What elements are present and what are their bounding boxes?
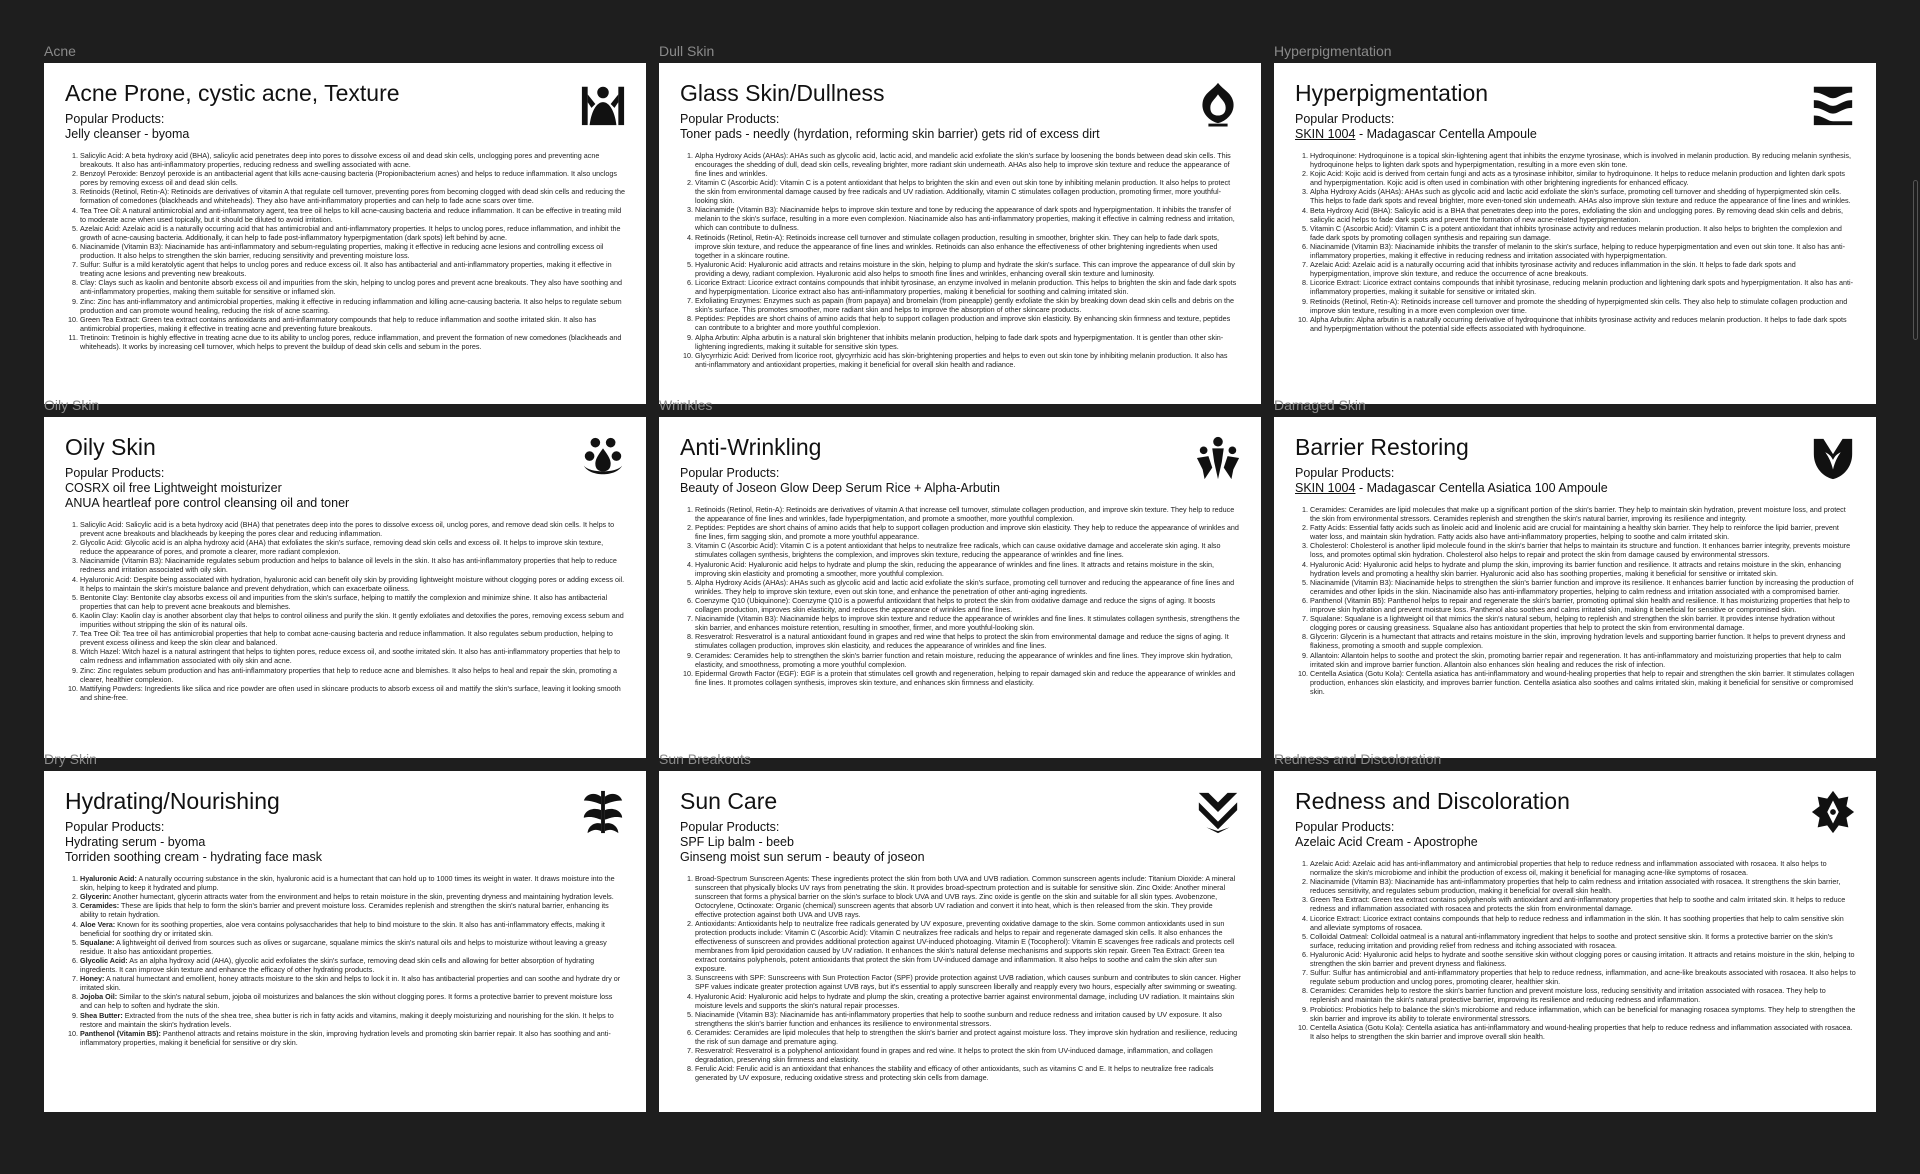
ingredient-item: 9. Shea Butter: Extracted from the nuts of the shea tree, shea butter is rich in fatty acids and vitamins, making it deeply moisturizing and nourishing for the skin. It helps to restore and maintain the skin's hydration levels. [80,1011,626,1029]
people-icon [1195,435,1241,481]
popular-products-label: Popular Products: [65,820,165,834]
ingredient-item: 8. Witch Hazel: Witch hazel is a natural astringent that helps to tighten pores, reduce excess oil, and soothe irritated skin. It also has anti-inflammatory properties that help to calm redness and inflammation associated with oily skin and acne. [80,647,626,665]
ingredient-item: 5. Niacinamide (Vitamin B3): Niacinamide has anti-inflammatory properties that help to soothe sunburn and reduce redness and irritation caused by UV exposure. It also strengthens the skin's barrier function and enhances its resilience to environmental stressors. [695,1010,1241,1028]
card-title: Redness and Discoloration [1295,788,1570,814]
frame-label-redness-and-discoloration[interactable]: Redness and Discoloration [1274,751,1442,767]
ingredient-item: 4. Tea Tree Oil: A natural antimicrobial and anti-inflammatory agent, tea tree oil helps to kill acne-causing bacteria and reduce inflammation. It can be effective in treating mild to moderate acne when used topically, but it should be diluted to avoid irritation. [80,206,626,224]
ingredient-item: 2. Benzoyl Peroxide: Benzoyl peroxide is an antibacterial agent that kills acne-causing bacteria (Propionibacterium acnes) and helps to reduce inflammation. It also unclogs pores by removing excess oil and dead skin cells. [80,169,626,187]
ingredient-list [65,874,626,1047]
product-name: Jelly cleanser - byoma [65,127,190,141]
ingredient-label: Honey: [80,974,105,984]
scrollbar-thumb[interactable] [1913,180,1918,340]
ingredient-item: 2. Fatty Acids: Essential fatty acids such as linoleic acid and linolenic acid are crucial for maintaining a healthy skin barrier. They help to reinforce the lipid barrier, prevent water loss, and maintain skin hydration. Fatty acids also have anti-inflammatory properties, helping to soothe and calm irritated skin. [1310,523,1856,541]
ingredient-item: 5. Vitamin C (Ascorbic Acid): Vitamin C is a potent antioxidant that inhibits tyrosinase activity and reduces melanin production. It also helps to brighten the complexion and fade dark spots by promoting collagen synthesis and repairing sun damage. [1310,224,1856,242]
ingredient-item: 1. Alpha Hydroxy Acids (AHAs): AHAs such as glycolic acid, lactic acid, and mandelic acid exfoliate the skin's surface by loosening the bonds between dead skin cells. This encourages the shedding of dull, dead skin cells, revealing brighter, more radiant skin underneath. AHAs also help to improve skin texture and reduce the appearance of fine lines and wrinkles. [695,151,1241,178]
ingredient-item: 1. Retinoids (Retinol, Retin-A): Retinoids are derivatives of vitamin A that increase cell turnover, stimulate collagen production, and improve skin texture. They help to reduce the appearance of fine lines and wrinkles, fade hyperpigmentation, and promote a smoother, more youthful complexion. [695,505,1241,523]
card-acne-prone-cystic-acne-texture[interactable] [44,63,646,404]
product-item [65,850,626,865]
ingredient-item: 8. Jojoba Oil: Similar to the skin's natural sebum, jojoba oil moisturizes and balances the skin without clogging pores. It forms a protective barrier to prevent moisture loss and can help to soften and hydrate the skin. [80,992,626,1010]
product-item [1295,481,1856,496]
ingredient-item: 1. Ceramides: Ceramides are lipid molecules that make up a significant portion of the skin's barrier. They help to maintain skin hydration, prevent moisture loss, and protect the skin from environmental stressors. Ceramides replenish and strengthen the skin's natural barrier, improving its resilience and integrity. [1310,505,1856,523]
ingredient-item: 4. Hyaluronic Acid: Hyaluronic acid helps to hydrate and plump the skin, creating a protective barrier against environmental damage, including UV radiation. It maintains skin moisture levels and supports the skin's natural repair processes. [695,992,1241,1010]
popular-products-label: Popular Products: [1295,466,1395,480]
ingredient-item: 2. Peptides: Peptides are short chains of amino acids that help to support collagen production and improve skin elasticity. They help to reduce the appearance of wrinkles and fine lines, firm sagging skin, and promote a more youthful appearance. [695,523,1241,541]
product-item [65,496,626,511]
product-name: SPF Lip balm - beeb [680,835,794,849]
product-name: Torriden soothing cream - hydrating face mask [65,850,323,864]
ingredient-item: 8. Ferulic Acid: Ferulic acid is an antioxidant that enhances the stability and efficacy of other antioxidants, such as vitamins C and E. It helps to neutralize free radicals generated by UV exposure, reducing oxidative stress and protecting skin cells from damage. [695,1064,1241,1082]
card-title: Hyperpigmentation [1295,80,1489,106]
ingredient-item: 8. Clay: Clays such as kaolin and bentonite absorb excess oil and impurities from the skin, helping to unclog pores and prevent acne breakouts. They also have soothing and anti-inflammatory properties, making them suitable for sensitive or inflamed skin. [80,278,626,296]
ingredient-item: 8. Glycerin: Glycerin is a humectant that attracts and retains moisture in the skin, improving hydration levels and supporting barrier function. It helps to prevent dryness and flakiness, promoting a smooth and supple complexion. [1310,632,1856,650]
ingredient-item: 9. Zinc: Zinc regulates sebum production and has anti-inflammatory properties that help to reduce acne and blemishes. It also helps to heal and repair the skin, promoting a clearer, healthier complexion. [80,666,626,684]
ingredient-item: 7. Azelaic Acid: Azelaic acid is a naturally occurring acid that inhibits tyrosinase activity and reduces inflammation in the skin. It helps to fade dark spots and hyperpigmentation, improve skin texture, and reduce the occurrence of acne breakouts. [1310,260,1856,278]
ingredient-item: 5. Azelaic Acid: Azelaic acid is a naturally occurring acid that has antimicrobial and anti-inflammatory properties. It helps to unclog pores, reduce inflammation, and inhibit the growth of acne-causing bacteria. Additionally, it can help to fade post-inflammatory hyperpigmentation (dark spots) left behind by acne. [80,224,626,242]
ingredient-item: 9. Probiotics: Probiotics help to balance the skin's microbiome and reduce inflammation, which can be beneficial for managing rosacea symptoms. They help to strengthen the skin barrier and improve its ability to tolerate environmental stressors. [1310,1005,1856,1023]
ingredient-item: 3. Retinoids (Retinol, Retin-A): Retinoids are derivatives of vitamin A that regulate cell turnover, preventing pores from becoming clogged with dead skin cells and reducing the formation of comedones (blackheads and whiteheads). They also have anti-inflammatory properties and can help to fade acne scars over time. [80,187,626,205]
card-anti-wrinkling[interactable] [659,417,1261,758]
ingredient-item: 3. Sunscreens with SPF: Sunscreens with Sun Protection Factor (SPF) provide protection against UVB radiation, which causes sunburn and contributes to skin cancer. Higher SPF values indicate greater protection against UVB rays, but it's essential to apply sunscreen liberally and reapply every two hours, especially after swimming or sweating. [695,973,1241,991]
ingredient-item: 8. Ceramides: Ceramides help to restore the skin's barrier function and prevent moisture loss, reducing sensitivity and irritation associated with rosacea. They help to replenish and maintain the skin's natural protective barrier, improving its resilience and reducing redness and inflammation. [1310,986,1856,1004]
ingredient-item: 5. Hyaluronic Acid: Hyaluronic acid attracts and retains moisture in the skin, helping to plump and hydrate the skin's surface. This can improve the appearance of dull skin by providing a dewy, radiant complexion. Hyaluronic acid also helps to smooth fine lines and wrinkles, enhancing overall skin texture and luminosity. [695,260,1241,278]
popular-products-label: Popular Products: [680,112,780,126]
card-title: Hydrating/Nourishing [65,788,280,814]
ingredient-list [1295,505,1856,696]
popular-products-label: Popular Products: [680,466,780,480]
ingredient-item: 8. Peptides: Peptides are short chains of amino acids that help to support collagen production and improve skin elasticity. By enhancing skin firmness and texture, peptides can contribute to a brighter and more youthful complexion. [695,314,1241,332]
gem-icon [1810,789,1856,835]
drops-icon [580,435,626,481]
ingredient-item: 7. Sulfur: Sulfur is a mild keratolytic agent that helps to unclog pores and reduce excess oil. It also has antibacterial and anti-inflammatory properties, making it effective in treating acne lesions and preventing new breakouts. [80,260,626,278]
card-title: Oily Skin [65,434,156,460]
product-name: Toner pads - needly (hyrdation, reforming skin barrier) gets rid of excess dirt [680,127,1100,141]
card-title: Acne Prone, cystic acne, Texture [65,80,400,106]
product-item [680,481,1241,496]
card-title: Anti-Wrinkling [680,434,822,460]
vertical-scrollbar[interactable] [1910,0,1920,1174]
ingredient-item: 2. Glycolic Acid: Glycolic acid is an alpha hydroxy acid (AHA) that exfoliates the skin's surface, removing dead skin cells and excess oil. It helps to improve skin texture, reduce the appearance of pores, and promote a clearer, more radiant complexion. [80,538,626,556]
product-name: COSRX oil free Lightweight moisturizer [65,481,282,495]
product-item [65,481,626,496]
ingredient-label: Hyaluronic Acid: [80,874,137,883]
ingredient-item: 9. Zinc: Zinc has anti-inflammatory and antimicrobial properties, making it effective in reducing inflammation and killing acne-causing bacteria. It also helps to regulate sebum production and can promote wound healing, reducing the risk of acne scarring. [80,297,626,315]
product-item [680,850,1241,865]
popular-products-label: Popular Products: [65,112,165,126]
ingredient-item: 3. Ceramides: These are lipids that help to form the skin's barrier and prevent moisture loss. Ceramides replenish and strengthen the skin's natural barrier, enhancing its ability to retain hydration. [80,901,626,919]
ingredient-item: 5. Niacinamide (Vitamin B3): Niacinamide helps to strengthen the skin's barrier function and improve its resilience. It enhances barrier function by increasing the production of ceramides and other lipids in the skin. Niacinamide also has anti-inflammatory properties, helping to calm redness and irritation associated with a compromised barrier. [1310,578,1856,596]
ingredient-list [680,151,1241,369]
ingredient-item: 10. Green Tea Extract: Green tea extract contains antioxidants and anti-inflammatory compounds that help to reduce inflammation and soothe irritated skin. It also has antimicrobial properties, making it effective in treating acne and preventing future breakouts. [80,315,626,333]
ingredient-item: 6. Niacinamide (Vitamin B3): Niacinamide has anti-inflammatory and sebum-regulating properties, making it effective in reducing acne lesions and controlling excess oil production. It also helps to strengthen the skin barrier, reducing sensitivity and preventing moisture loss. [80,242,626,260]
product-item [65,127,626,142]
ingredient-item: 4. Hyaluronic Acid: Despite being associated with hydration, hyaluronic acid can benefit oily skin by providing lightweight moisture without clogging pores or adding excess oil. It helps to maintain the skin's moisture balance and prevent dehydration, which can exacerbate oiliness. [80,575,626,593]
ingredient-label: Glycolic Acid: [80,955,128,965]
ingredient-item: 7. Niacinamide (Vitamin B3): Niacinamide helps to improve skin texture and reduce the appearance of wrinkles and fine lines. It stimulates collagen synthesis, strengthens the skin barrier, and enhances moisture retention, resulting in smoother, firmer, and more youthful-looking skin. [695,614,1241,632]
ingredient-item: 9. Alpha Arbutin: Alpha arbutin is a natural skin brightener that inhibits melanin production, helping to fade dark spots and hyperpigmentation. It is gentler than other skin-lightening ingredients, making it suitable for sensitive skin types. [695,333,1241,351]
ingredient-item: 3. Niacinamide (Vitamin B3): Niacinamide regulates sebum production and helps to balance oil levels in the skin. It also has anti-inflammatory properties that help to reduce redness and irritation associated with oily skin. [80,556,626,574]
product-item [1295,835,1856,850]
ingredient-item: 2. Kojic Acid: Kojic acid is derived from certain fungi and acts as a tyrosinase inhibitor, similar to hydroquinone. It helps to reduce melanin production and lighten dark spots and hyperpigmentation. Kojic acid is often used in combination with other brightening ingredients for enhanced efficacy. [1310,169,1856,187]
ingredient-item: 6. Licorice Extract: Licorice extract contains compounds that inhibit tyrosinase, an enzyme involved in melanin production. This helps to brighten the skin and fade dark spots and hyperpigmentation. Licorice extract also has anti-inflammatory properties, making it beneficial for soothing and calming irritated skin. [695,278,1241,296]
ingredient-item: 7. Honey: A natural humectant and emollient, honey attracts moisture to the skin and helps to lock it in. It also has antibacterial properties and can soothe and hydrate dry or irritated skin. [80,974,626,992]
frame-label-sun-care[interactable]: Sun Breakouts [659,751,751,767]
chevrons-icon [1195,789,1241,835]
ingredient-item: 7. Tea Tree Oil: Tea tree oil has antimicrobial properties that help to combat acne-causing bacteria and reduce inflammation. It also regulates sebum production, helping to prevent excess oiliness and keep the skin clear and balanced. [80,629,626,647]
ingredient-item: 2. Vitamin C (Ascorbic Acid): Vitamin C is a potent antioxidant that helps to brighten the skin and even out skin tone by inhibiting melanin production. It also helps to protect the skin from environmental damage caused by free radicals and UV radiation. Additionally, vitamin C stimulates collagen production, promoting firmer, more youthful-looking skin. [695,178,1241,205]
ingredient-list [680,505,1241,687]
ingredient-item: 9. Ceramides: Ceramides help to strengthen the skin's barrier function and retain moisture, reducing the appearance of wrinkles and fine lines. They improve skin hydration, elasticity, and smoothness, promoting a more youthful complexion. [695,651,1241,669]
frame-label-anti-wrinkling[interactable]: Wrinkles [659,397,713,413]
popular-products-label: Popular Products: [1295,820,1395,834]
ingredient-item: 6. Glycolic Acid: As an alpha hydroxy acid (AHA), glycolic acid exfoliates the skin's surface, removing dead skin cells and allowing for better absorption of hydrating ingredients. It can improve skin texture and enhance the efficacy of other hydrating products. [80,956,626,974]
ingredient-item: 3. Green Tea Extract: Green tea extract contains polyphenols with antioxidant and anti-inflammatory properties that help to soothe and calm irritated skin. It helps to reduce redness and inflammation associated with rosacea and protects the skin from environmental damage. [1310,895,1856,913]
product-name: Hydrating serum - byoma [65,835,206,849]
card-barrier-restoring[interactable] [1274,417,1876,758]
ingredient-item: 10. Centella Asiatica (Gotu Kola): Centella asiatica has anti-inflammatory and wound-healing properties that help to repair and strengthen the skin barrier. It stimulates collagen production, enhances skin elasticity, and improves barrier function. Centella asiatica also soothes and calms irritated skin, making it beneficial for sensitive or compromised skin. [1310,669,1856,696]
card-title: Glass Skin/Dullness [680,80,885,106]
product-item [680,835,1241,850]
product-name: - Madagascar Centella Ampoule [1355,127,1537,141]
ingredient-item: 6. Hyaluronic Acid: Hyaluronic acid helps to hydrate and soothe sensitive skin without clogging pores or causing irritation. It attracts and retains moisture in the skin, helping to strengthen the skin barrier and prevent dryness and flakiness. [1310,950,1856,968]
ingredient-item: 1. Salicylic Acid: Salicylic acid is a beta hydroxy acid (BHA) that penetrates deep into the pores to dissolve excess oil, unclog pores, and remove dead skin cells. It helps to prevent acne breakouts and blackheads by keeping the pores clear and reducing inflammation. [80,520,626,538]
ingredient-item: 10. Panthenol (Vitamin B5): Panthenol attracts and retains moisture in the skin, improving hydration levels and promoting skin barrier repair. It also has soothing and anti-inflammatory properties, making it beneficial for sensitive or dry skin. [80,1029,626,1047]
ingredient-item: 2. Niacinamide (Vitamin B3): Niacinamide has anti-inflammatory properties that help to calm redness and irritation associated with rosacea. It strengthens the skin barrier, reduces sensitivity, and regulates sebum production, making it beneficial for overall skin health. [1310,877,1856,895]
ingredient-item: 5. Colloidal Oatmeal: Colloidal oatmeal is a natural anti-inflammatory ingredient that helps to soothe and protect sensitive skin. It forms a protective barrier on the skin's surface, reducing irritation and providing relief from redness and itching associated with rosacea. [1310,932,1856,950]
ingredient-item: 1. Salicylic Acid: A beta hydroxy acid (BHA), salicylic acid penetrates deep into pores to dissolve excess oil and dead skin cells, unclogging pores and preventing acne breakouts. It also has anti-inflammatory properties, reducing redness and swelling associated with acne. [80,151,626,169]
popular-products-label: Popular Products: [680,820,780,834]
ingredient-item: 6. Coenzyme Q10 (Ubiquinone): Coenzyme Q10 is a powerful antioxidant that helps to protect the skin from oxidative damage and reduce the signs of aging. It boosts collagen production, improves skin elasticity, and reduces the appearance of wrinkles and fine lines. [695,596,1241,614]
frame-label-glass-skin-dullness[interactable]: Dull Skin [659,43,715,59]
ingredient-item: 7. Squalane: Squalane is a lightweight oil that mimics the skin's natural sebum, helping to replenish and strengthen the skin barrier. It provides intense hydration without clogging pores or causing greasiness. Squalane also has antioxidant properties that help to protect the skin from environmental damage. [1310,614,1856,632]
ingredient-label: Ceramides: [80,901,120,911]
ingredient-item: 9. Allantoin: Allantoin helps to soothe and protect the skin, promoting barrier repair and regeneration. It has anti-inflammatory and moisturizing properties that help to calm irritated skin and improve barrier function. Allantoin also enhances skin healing and reduces the risk of infection. [1310,651,1856,669]
product-item [680,127,1241,142]
ingredient-item: 1. Hyaluronic Acid: A naturally occurring substance in the skin, hyaluronic acid is a humectant that can hold up to 1000 times its weight in water. It draws moisture into the skin, helping to keep it hydrated and plump. [80,874,626,892]
popular-products-label: Popular Products: [1295,112,1395,126]
ingredient-item: 7. Exfoliating Enzymes: Enzymes such as papain (from papaya) and bromelain (from pineapple) gently exfoliate the skin by breaking down dead skin cells and debris on the skin's surface. This promotes smoother, more radiant skin and helps to improve the absorption of other skincare products. [695,296,1241,314]
product-name: Ginseng moist sun serum - beauty of joseon [680,850,925,864]
ingredient-item: 11. Tretinoin: Tretinoin is highly effective in treating acne due to its ability to unclog pores, reduce inflammation, and prevent the formation of new comedones (blackheads and whiteheads). It works by increasing cell turnover, which helps to prevent the buildup of dead skin cells and sebum in the pores. [80,333,626,351]
ingredient-item: 1. Hydroquinone: Hydroquinone is a topical skin-lightening agent that inhibits the enzyme tyrosinase, which is involved in melanin production. By reducing melanin synthesis, hydroquinone helps to lighten dark spots and hyperpigmentation, resulting in a more even skin tone. [1310,151,1856,169]
ingredient-item: 10. Glycyrrhizic Acid: Derived from licorice root, glycyrrhizic acid has skin-brightening properties and helps to even out skin tone by inhibiting melanin production. It also has anti-inflammatory and antioxidant properties, making it beneficial for overall skin health and radiance. [695,351,1241,369]
product-name: Azelaic Acid Cream - Apostrophe [1295,835,1478,849]
ingredient-item: 6. Niacinamide (Vitamin B3): Niacinamide inhibits the transfer of melanin to the skin's surface, helping to reduce hyperpigmentation and even out skin tone. It also has anti-inflammatory properties, making it effective in reducing redness and irritation associated with hyperpigmentation. [1310,242,1856,260]
figure-icon [580,81,626,127]
frame-label-hyperpigmentation[interactable]: Hyperpigmentation [1274,43,1392,59]
ingredient-item: 7. Resveratrol: Resveratrol is a polyphenol antioxidant found in grapes and red wine. It helps to protect the skin from UV-induced damage, inflammation, and collagen degradation, preserving skin firmness and elasticity. [695,1046,1241,1064]
ingredient-item: 1. Broad-Spectrum Sunscreen Agents: These ingredients protect the skin from both UVA and UVB radiation. Common sunscreen agents include: Titanium Dioxide: A mineral sunscreen that physically blocks UV rays from penetrating the skin. It provides broad-spectrum protection and is suitable for sensitive skin. Zinc Oxide: Another mineral sunscreen that forms a physical barrier on the skin's surface to block UVA and UVB rays. Zinc oxide is gentle on the skin and suitable for all skin types. Avobenzone, Octocrylene, Octinoxate: Organic (chemical) sunscreen agents that absorb UV radiation and convert it into heat, which is then released from the skin. They provide effective protection against both UVA and UVB rays. [695,874,1241,919]
card-title: Sun Care [680,788,778,814]
product-brand-link[interactable]: SKIN 1004 [1295,481,1356,495]
product-item [65,835,626,850]
ingredient-item: 3. Alpha Hydroxy Acids (AHAs): AHAs such as glycolic acid and lactic acid exfoliate the skin's surface, promoting cell turnover and shedding of hyperpigmented skin cells. This helps to fade dark spots and reveal brighter, more even-toned skin underneath. AHAs also improve skin texture and reduce the appearance of fine lines and wrinkles. [1310,187,1856,205]
ingredient-item: 1. Azelaic Acid: Azelaic acid has anti-inflammatory and antimicrobial properties that help to reduce redness and inflammation associated with rosacea. It also helps to normalize the skin's microbiome and inhibit the production of excess oil, making it beneficial for managing acne-like symptoms of rosacea. [1310,859,1856,877]
frame-label-barrier-restoring[interactable]: Damaged Skin [1274,397,1366,413]
ingredient-item: 6. Ceramides: Ceramides are lipid molecules that help to strengthen the skin's barrier and protect against moisture loss. They improve skin hydration and resilience, reducing the risk of sun damage and premature aging. [695,1028,1241,1046]
card-hydrating-nourishing[interactable] [44,771,646,1112]
ingredient-item: 4. Hyaluronic Acid: Hyaluronic acid helps to hydrate and plump the skin, reducing the appearance of wrinkles and fine lines. It attracts and retains moisture in the skin, improving skin elasticity and promoting a smoother, more youthful complexion. [695,560,1241,578]
ingredient-item: 6. Kaolin Clay: Kaolin clay is another absorbent clay that helps to control oiliness and purify the skin. It gently exfoliates and detoxifies the pores, removing excess sebum and impurities without stripping the skin of its natural oils. [80,611,626,629]
product-name: Beauty of Joseon Glow Deep Serum Rice + Alpha-Arbutin [680,481,1000,495]
ingredient-item: 10. Centella Asiatica (Gotu Kola): Centella asiatica has anti-inflammatory and wound-healing properties that help to reduce redness and inflammation associated with rosacea. It also helps to strengthen the skin barrier and improve overall skin health. [1310,1023,1856,1041]
ingredient-label: Aloe Vera: [80,919,116,929]
ingredient-item: 10. Alpha Arbutin: Alpha arbutin is a naturally occurring derivative of hydroquinone that inhibits tyrosinase activity and reduces melanin production. It helps to fade dark spots and hyperpigmentation without the potential side effects associated with hydroquinone. [1310,315,1856,333]
ingredient-item: 3. Vitamin C (Ascorbic Acid): Vitamin C is a potent antioxidant that helps to neutralize free radicals, which can cause oxidative damage and accelerate skin aging. It also stimulates collagen synthesis, brightens the complexion, and improves skin texture, reducing the appearance of wrinkles and fine lines. [695,541,1241,559]
ingredient-item: 2. Glycerin: Another humectant, glycerin attracts water from the environment and helps to retain moisture in the skin, preventing dryness and maintaining hydration levels. [80,892,626,901]
product-brand-link[interactable]: SKIN 1004 [1295,127,1356,141]
ingredient-item: 8. Licorice Extract: Licorice extract contains compounds that inhibit tyrosinase, reducing melanin production and lightening dark spots and hyperpigmentation. It also has anti-inflammatory properties, making it suitable for sensitive or irritated skin. [1310,278,1856,296]
ingredient-item: 4. Hyaluronic Acid: Hyaluronic acid helps to hydrate and plump the skin, improving its barrier function and resilience. It attracts and retains moisture in the skin, enhancing hydration levels and promoting a healthy skin barrier. Hyaluronic acid also has soothing properties, making it beneficial for sensitive or irritated skin. [1310,560,1856,578]
frame-label-oily-skin[interactable]: Oily Skin [44,397,100,413]
ingredient-label: Shea Butter: [80,1010,123,1020]
frame-label-acne-prone-cystic-acne-texture[interactable]: Acne [44,43,76,59]
waves-icon [1810,81,1856,127]
ingredient-item: 9. Retinoids (Retinol, Retin-A): Retinoids increase cell turnover and promote the shedding of hyperpigmented skin cells. They also help to stimulate collagen production and improve skin texture, resulting in a more even complexion over time. [1310,297,1856,315]
product-name: - Madagascar Centella Asiatica 100 Ampoule [1355,481,1608,495]
sprout-icon [1810,435,1856,481]
ingredient-label: Jojoba Oil: [80,992,118,1002]
ingredient-item: 8. Resveratrol: Resveratrol is a natural antioxidant found in grapes and red wine that helps to protect the skin from environmental damage and reduce the signs of aging. It stimulates collagen production, improves skin elasticity, and reduces the appearance of wrinkles and fine lines. [695,632,1241,650]
product-name: ANUA heartleaf pore control cleansing oil and toner [65,496,350,510]
card-oily-skin[interactable] [44,417,646,758]
ingredient-label: Glycerin: [80,892,112,902]
ingredient-list [1295,859,1856,1041]
ingredient-item: 4. Aloe Vera: Known for its soothing properties, aloe vera contains polysaccharides that help to bind moisture to the skin. It also has anti-inflammatory effects, making it beneficial for soothing dry or irritated skin. [80,920,626,938]
ingredient-item: 4. Beta Hydroxy Acid (BHA): Salicylic acid is a BHA that penetrates deep into the pores, exfoliating the skin and unclogging pores. By removing dead skin cells and debris, salicylic acid helps to fade dark spots and prevent the formation of new acne-related hyperpigmentation. [1310,206,1856,224]
frame-label-hydrating-nourishing[interactable]: Dry Skin [44,751,97,767]
ingredient-item: 10. Epidermal Growth Factor (EGF): EGF is a protein that stimulates cell growth and regeneration, helping to repair damaged skin and reduce the appearance of wrinkles and fine lines. It promotes collagen synthesis, improves skin texture, and enhances skin firmness and elasticity. [695,669,1241,687]
ingredient-item: 5. Squalane: A lightweight oil derived from sources such as olives or sugarcane, squalane mimics the skin's natural oils and helps to moisturize without leaving a greasy residue. It also has antioxidant properties. [80,938,626,956]
card-glass-skin-dullness[interactable] [659,63,1261,404]
card-redness-and-discoloration[interactable] [1274,771,1876,1112]
card-hyperpigmentation[interactable] [1274,63,1876,404]
ingredient-item: 10. Mattifying Powders: Ingredients like silica and rice powder are often used in skincare products to absorb excess oil and mattify the skin's surface, leaving it looking smooth and shine-free. [80,684,626,702]
lotus-icon [1195,81,1241,127]
card-title: Barrier Restoring [1295,434,1469,460]
ingredient-label: Squalane: [80,937,115,947]
ingredient-item: 6. Panthenol (Vitamin B5): Panthenol helps to repair and regenerate the skin's barrier, promoting optimal skin health and resilience. It has moisturizing properties that help to improve skin hydration and prevent moisture loss. Panthenol also soothes and calms irritated skin, making it beneficial for sensitive or compromised skin. [1310,596,1856,614]
ingredient-item: 5. Bentonite Clay: Bentonite clay absorbs excess oil and impurities from the skin's surface, helping to mattify the complexion and minimize shine. It also has antibacterial properties that can help to prevent acne breakouts and blemishes. [80,593,626,611]
product-item [1295,127,1856,142]
ingredient-item: 3. Niacinamide (Vitamin B3): Niacinamide helps to improve skin texture and tone by reducing the appearance of dark spots and hyperpigmentation. It inhibits the transfer of melanin to the skin's surface, resulting in a more even complexion. Niacinamide also has anti-inflammatory properties, making it effective in calming redness and irritation, which can contribute to dullness. [695,205,1241,232]
leaves-icon [580,789,626,835]
ingredient-list [680,874,1241,1082]
ingredient-item: 4. Licorice Extract: Licorice extract contains compounds that help to reduce redness and inflammation in the skin. It has soothing properties that help to calm sensitive skin and alleviate symptoms of rosacea. [1310,914,1856,932]
card-sun-care[interactable] [659,771,1261,1112]
ingredient-list [65,520,626,702]
ingredient-item: 4. Retinoids (Retinol, Retin-A): Retinoids increase cell turnover and stimulate collagen production, resulting in smoother, brighter skin. They can help to fade dark spots, improve skin texture, and reduce the appearance of fine lines and wrinkles. Retinoids can also enhance the effectiveness of other brightening ingredients when used together in a skincare routine. [695,233,1241,260]
ingredient-list [65,151,626,351]
ingredient-list [1295,151,1856,333]
ingredient-item: 2. Antioxidants: Antioxidants help to neutralize free radicals generated by UV exposure, preventing oxidative damage to the skin. Some common antioxidants used in sun protection products include: Vitamin C (Ascorbic Acid): Vitamin C neutralizes free radicals and helps to repair and regenerate damaged skin cells. It also enhances the effectiveness of sunscreen and provides additional protection against UV-induced photoaging. Vitamin E (Tocopherol): Vitamin E scavenges free radicals and protects cell membranes from lipid peroxidation caused by UV radiation. It enhances the skin's natural defense mechanisms and supports skin repair. Green Tea Extract: Green tea extract contains polyphenols, potent antioxidants that protect the skin from UV-induced damage and inflammation. It also helps to soothe and calm the skin after sun exposure. [695,919,1241,973]
ingredient-item: 7. Sulfur: Sulfur has antimicrobial and anti-inflammatory properties that help to reduce redness, inflammation, and acne-like breakouts associated with rosacea. It also helps to regulate sebum production and unclog pores, promoting clearer, healthier skin. [1310,968,1856,986]
popular-products-label: Popular Products: [65,466,165,480]
ingredient-item: 3. Cholesterol: Cholesterol is another lipid molecule found in the skin's barrier that helps to maintain its structure and function. It enhances barrier integrity, prevents moisture loss, and promotes optimal skin hydration. Cholesterol also helps to repair and protect the skin from damage caused by environmental stressors. [1310,541,1856,559]
ingredient-label: Panthenol (Vitamin B5): [80,1028,161,1038]
ingredient-item: 5. Alpha Hydroxy Acids (AHAs): AHAs such as glycolic acid and lactic acid exfoliate the skin's surface, promoting cell turnover and reducing the appearance of fine lines and wrinkles. They help to improve skin texture, even out skin tone, and enhance the penetration of other anti-aging ingredients. [695,578,1241,596]
